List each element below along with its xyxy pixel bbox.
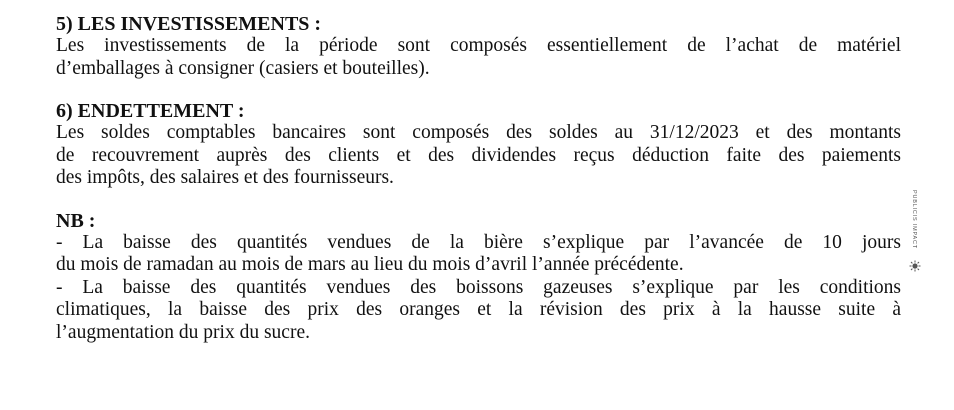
- paragraph-line: des impôts, des salaires et des fournisseurs.: [56, 167, 394, 188]
- paragraph-line: - La baisse des quantités vendues de la bière s’explique par l’avancée de 10 jours: [56, 231, 901, 253]
- section-nb: [56, 210, 901, 345]
- paragraph-line: Les soldes comptables bancaires sont composés des soldes au 31/12/2023 et des montants: [56, 122, 901, 143]
- side-credit-text: PUBLICIS IMPACT: [911, 190, 917, 249]
- section-endettement: [56, 100, 901, 190]
- section-paragraph: [56, 232, 901, 345]
- document-body: [56, 13, 901, 344]
- paragraph-line: l’augmentation du prix du sucre.: [56, 321, 310, 343]
- section-paragraph: [56, 122, 901, 190]
- paragraph-line: du mois de ramadan au mois de mars au lieu du mois d’avril l’année précédente.: [56, 254, 684, 275]
- paragraph-line: climatiques, la baisse des prix des oranges et la révision des prix à la hausse suite à: [56, 299, 901, 320]
- side-credit: [907, 190, 921, 270]
- paragraph-line: d’emballages à consigner (casiers et bouteilles).: [56, 57, 430, 79]
- section-heading: 6) ENDETTEMENT :: [56, 100, 245, 122]
- section-heading: 5) LES INVESTISSEMENTS :: [56, 13, 322, 35]
- paragraph-line: - La baisse des quantités vendues des boissons gazeuses s’explique par les conditions: [56, 276, 901, 298]
- section-heading: NB :: [56, 209, 96, 232]
- paragraph-line: Les investissements de la période sont composés essentiellement de l’achat de matériel: [56, 35, 901, 56]
- sun-logo-icon: [909, 260, 921, 272]
- section-paragraph: [56, 35, 901, 80]
- paragraph-line: de recouvrement auprès des clients et des dividendes reçus déduction faite des paiements: [56, 144, 901, 166]
- section-investissements: [56, 13, 901, 80]
